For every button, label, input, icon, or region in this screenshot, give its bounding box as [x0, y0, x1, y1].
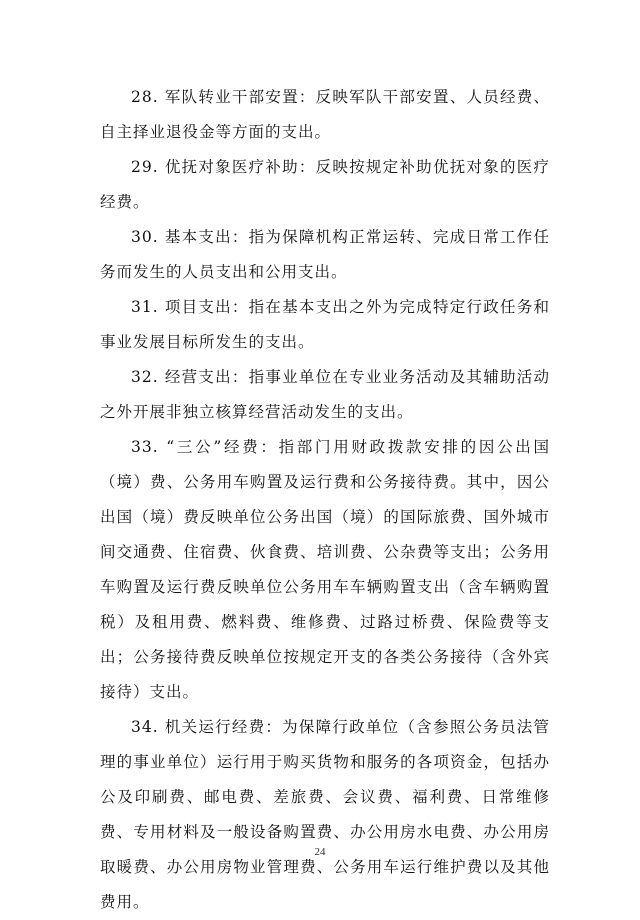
paragraph-33: 33. “三公”经费：指部门用财政拨款安排的因公出国（境）费、公务用车购置及运行费和公务接待费。其中，因公出国（境）费反映单位公务出国（境）的国际旅费、国外城市间交通费、住宿费、伙食费、培训费、公杂费等支出；公务用车购置及运行费反映单位公务用车车辆购置支出（含车辆购置税）及租用费、燃料费、维修费、过路过桥费、保险费等支出；公务接待费反映单位按规定开支的各类公务接待（含外宾接待）支出。	[100, 438, 550, 701]
paragraph-34: 34. 机关运行经费：为保障行政单位（含参照公务员法管理的事业单位）运行用于购买货物和服务的各项资金，包括办公及印刷费、邮电费、差旅费、会议费、福利费、日常维修费、专用材料及一般设备购置费、办公用房水电费、办公用房取暖费、办公用房物业管理费、公务用车运行维护费以及其他费用。	[100, 718, 550, 911]
paragraph-32: 32. 经营支出：指事业单位在专业业务活动及其辅助活动之外开展非独立核算经营活动发生的支出。	[100, 368, 550, 421]
document-body	[100, 80, 550, 920]
paragraph-28: 28. 军队转业干部安置：反映军队干部安置、人员经费、自主择业退役金等方面的支出。	[100, 88, 550, 141]
paragraph-31: 31. 项目支出：指在基本支出之外为完成特定行政任务和事业发展目标所发生的支出。	[100, 298, 550, 351]
paragraph-29: 29. 优抚对象医疗补助：反映按规定补助优抚对象的医疗经费。	[100, 158, 550, 211]
page-number: 24	[314, 846, 326, 858]
paragraph-30: 30. 基本支出：指为保障机构正常运转、完成日常工作任务而发生的人员支出和公用支出。	[100, 228, 550, 281]
